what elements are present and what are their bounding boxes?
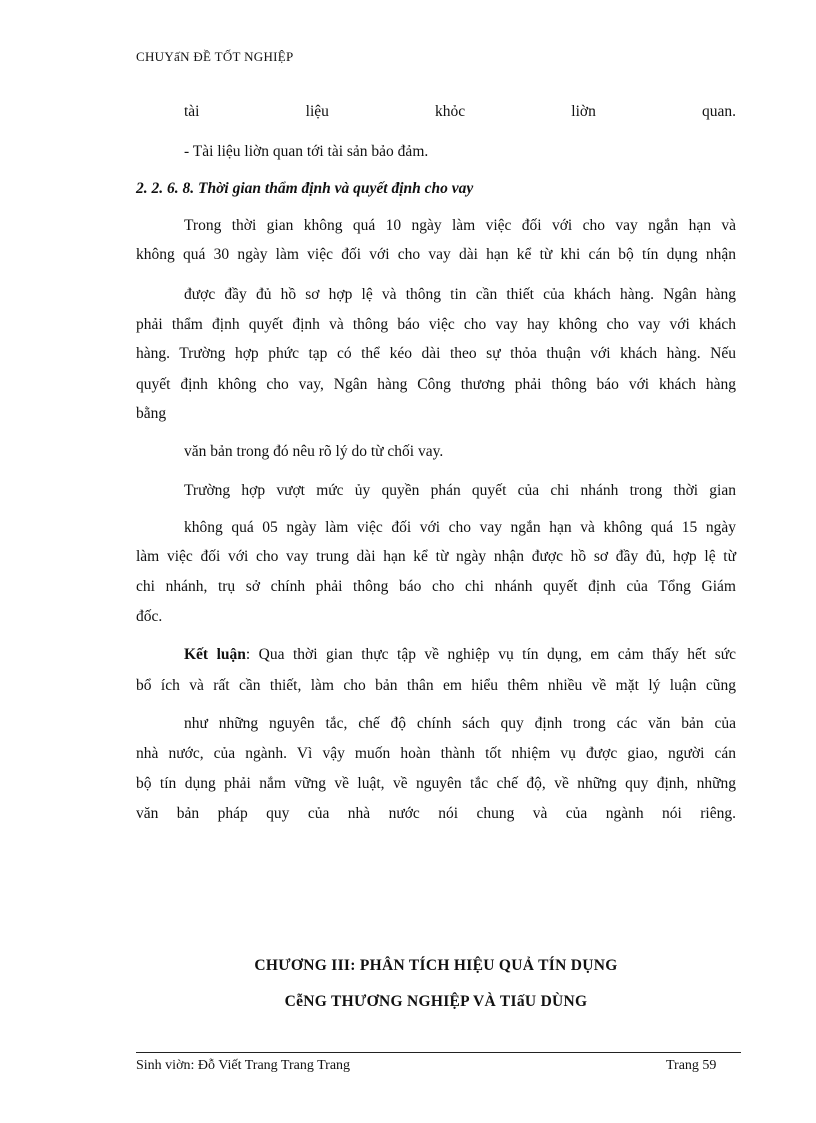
text-line: Trong thời gian không quá 10 ngày làm việc đối với cho vay ngắn hạn và — [184, 217, 736, 234]
text-line: không quá 05 ngày làm việc đối với cho vay ngắn hạn và không quá 15 ngày — [184, 519, 736, 536]
text-line: bổ ích và rất cần thiết, làm cho bản thân em hiểu thêm nhiều về mặt lý luận cũng — [136, 677, 736, 694]
text-line: tài liệu khỏc liờn quan. — [184, 103, 736, 120]
text-line: phải thẩm định quyết định và thông báo việc cho vay hay không cho vay với khách — [136, 316, 736, 333]
conclusion-line — [184, 646, 736, 664]
text-line: hàng. Trường hợp phức tạp có thể kéo dài theo sự thỏa thuận với khách hàng. Nếu — [136, 345, 736, 362]
chapter-title: CHƯƠNG III: PHÂN TÍCH HIỆU QUẢ TÍN DỤNG — [254, 957, 618, 974]
text-line: chi nhánh, trụ sở chính phải thông báo cho chi nhánh quyết định của Tổng Giám — [136, 578, 736, 595]
conclusion-text: : Qua thời gian thực tập về nghiệp vụ tín dụng, em cảm thấy hết sức — [245, 646, 736, 663]
text-line: làm việc đối với cho vay trung dài hạn kể từ ngày nhận được hồ sơ đầy đủ, hợp lệ từ — [136, 548, 736, 565]
text-line: văn bản trong đó nêu rõ lý do từ chối vay. — [184, 443, 444, 460]
chapter-subtitle: CễNG THƯƠNG NGHIỆP VÀ TIấU DÙNG — [284, 993, 588, 1010]
text-line: Trường hợp vượt mức ủy quyền phán quyết của chi nhánh trong thời gian — [184, 482, 736, 499]
text-line: nhà nước, của ngành. Vì vậy muốn hoàn thành tốt nhiệm vụ được giao, người cán — [136, 745, 736, 762]
text-line: như những nguyên tắc, chế độ chính sách quy định trong các văn bản của — [184, 715, 736, 732]
text-line: không quá 30 ngày làm việc đối với cho vay dài hạn kể từ khi cán bộ tín dụng nhận — [136, 246, 736, 263]
text-line: được đầy đủ hồ sơ hợp lệ và thông tin cần thiết của khách hàng. Ngân hàng — [184, 286, 736, 303]
footer-author: Sinh viờn: Đỗ Viết Trang Trang Trang — [136, 1058, 351, 1073]
text-line: - Tài liệu liờn quan tới tài sản bảo đảm. — [184, 143, 429, 160]
text-line: quyết định không cho vay, Ngân hàng Công thương phải thông báo với khách hàng — [136, 376, 736, 393]
text-line: đốc. — [136, 608, 163, 625]
text-line: văn bản pháp quy của nhà nước nói chung và của ngành nói riêng. — [136, 805, 736, 822]
page-number: Trang 59 — [666, 1058, 717, 1073]
running-header: CHUYấN ĐỀ TỐT NGHIỆP — [136, 49, 294, 64]
text-line: bộ tín dụng phải nắm vững về luật, về nguyên tắc chế độ, về những quy định, những — [136, 775, 736, 792]
footer-divider — [136, 1052, 741, 1053]
conclusion-label: Kết luận — [184, 646, 246, 663]
text-line: bằng — [136, 405, 167, 422]
section-heading: 2. 2. 6. 8. Thời gian thẩm định và quyết định cho vay — [136, 180, 474, 197]
